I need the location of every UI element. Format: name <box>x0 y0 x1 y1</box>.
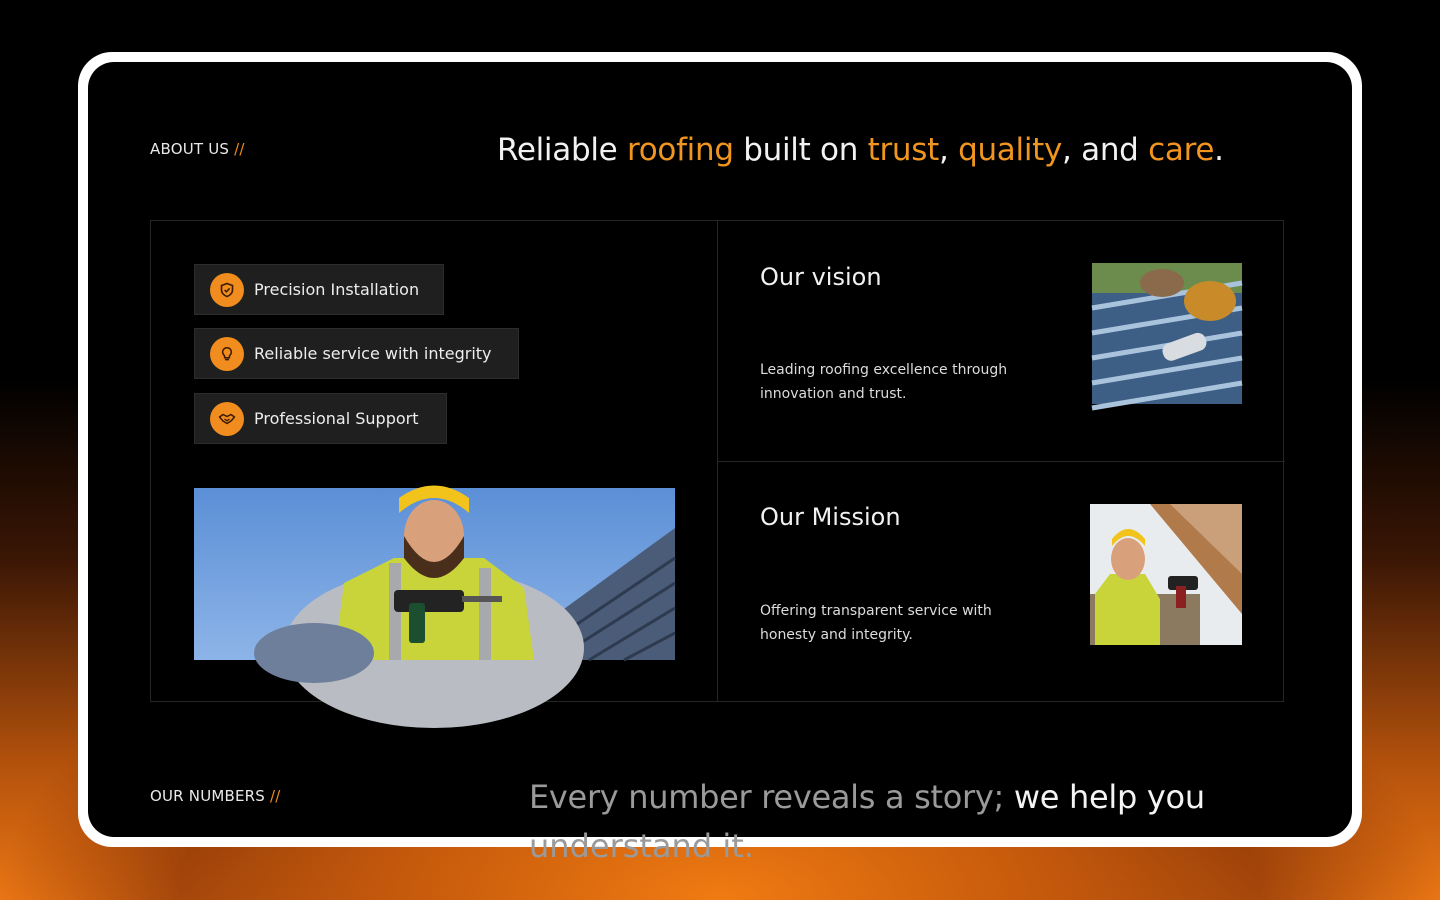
numbers-headline-bright: we help you <box>1013 778 1205 816</box>
device-frame <box>78 52 1362 865</box>
numbers-headline-line2: understand it. <box>529 827 754 865</box>
about-us-text: ABOUT US <box>150 140 230 158</box>
headline-accent: quality <box>958 132 1063 168</box>
numbers-headline-dim: Every number reveals a story; <box>529 778 1014 816</box>
roofer-drilling-photo <box>194 488 675 660</box>
vision-text: Leading roofing excellence through innovation and trust. <box>760 362 1008 402</box>
feature-chip-label: Reliable service with integrity <box>254 344 492 363</box>
row-divider <box>718 461 1285 462</box>
feature-chip-reliable <box>194 328 519 379</box>
mission-title: Our Mission <box>760 503 901 531</box>
lightbulb-icon <box>210 337 244 371</box>
headline-accent: trust <box>867 132 939 168</box>
handshake-icon <box>210 402 244 436</box>
feature-chip-precision <box>194 264 444 315</box>
feature-chip-label: Professional Support <box>254 409 419 428</box>
shield-icon <box>210 273 244 307</box>
headline-part: . <box>1214 132 1224 168</box>
about-grid <box>150 220 1284 702</box>
about-headline <box>497 132 1297 168</box>
numbers-headline <box>529 778 1289 816</box>
vision-title: Our vision <box>760 263 882 291</box>
about-us-slash: // <box>234 140 245 158</box>
our-numbers-slash: // <box>270 787 281 805</box>
headline-part: Reliable <box>497 132 627 168</box>
headline-accent: care <box>1148 132 1215 168</box>
our-numbers-label <box>150 787 281 805</box>
roof-painting-photo <box>1092 263 1242 404</box>
roofer-with-drill-photo <box>1090 504 1242 645</box>
feature-chip-support <box>194 393 447 444</box>
our-numbers-text: OUR NUMBERS <box>150 787 266 805</box>
mission-text: Offering transparent service with honesty and integrity. <box>760 603 992 643</box>
headline-part: , and <box>1062 132 1149 168</box>
headline-part: built on <box>733 132 868 168</box>
headline-part: , <box>938 132 959 168</box>
page-screen <box>88 62 1352 865</box>
about-us-label <box>150 140 245 158</box>
headline-accent: roofing <box>626 132 734 168</box>
feature-chip-label: Precision Installation <box>254 280 420 299</box>
